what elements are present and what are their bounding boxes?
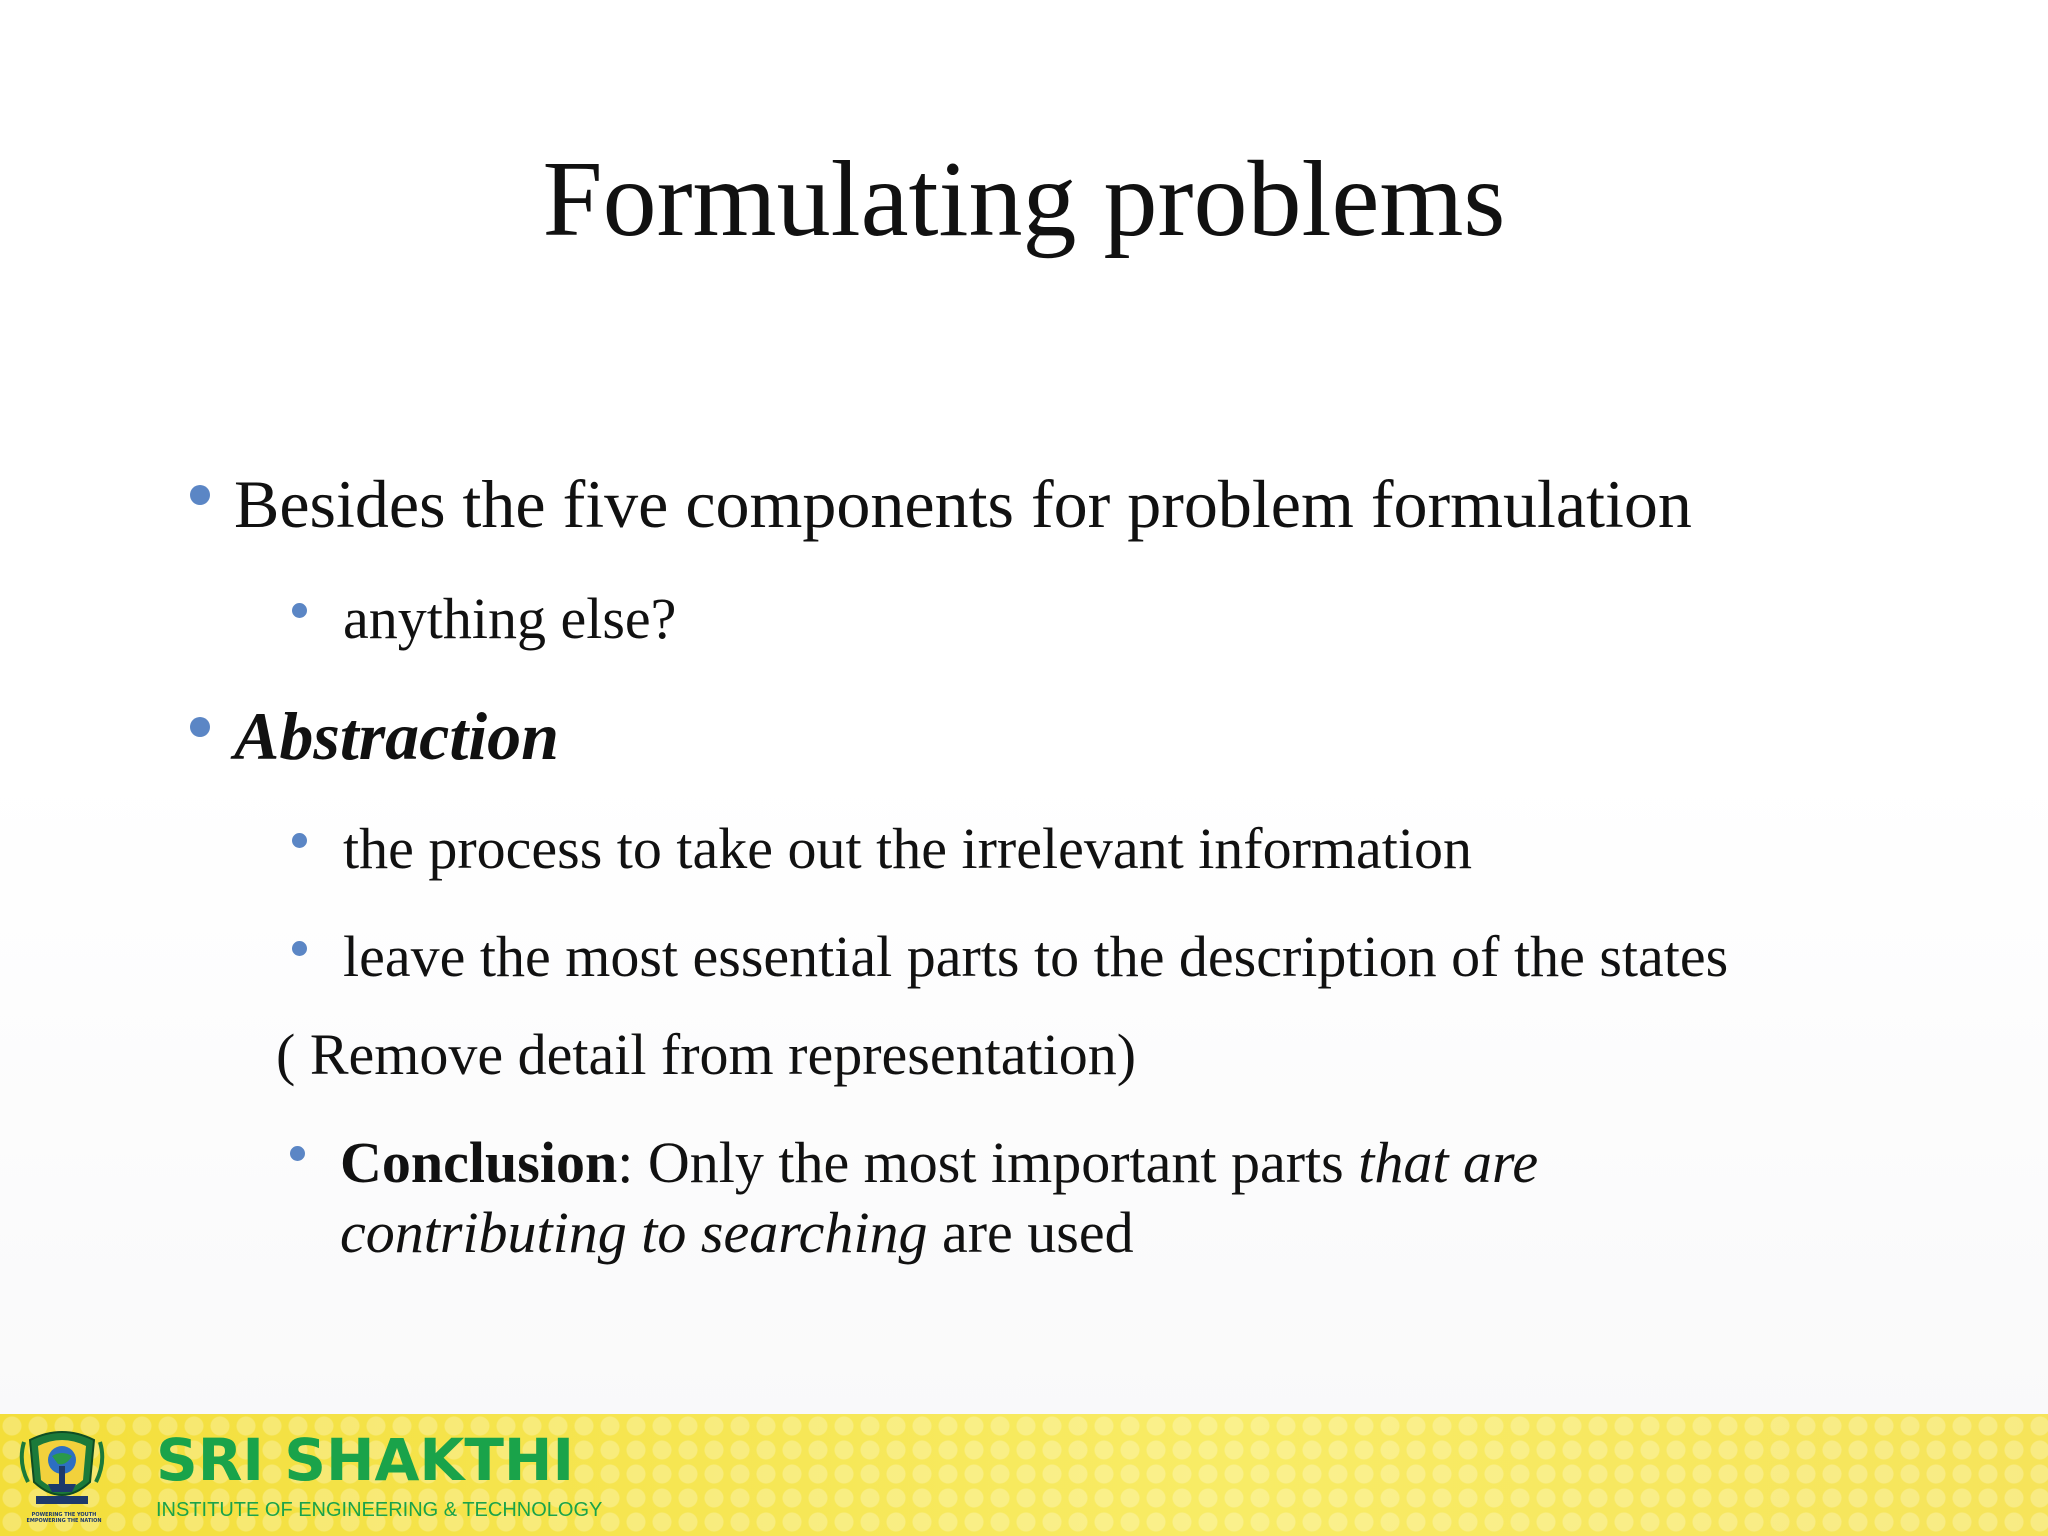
logo-caption-line-2: EMPOWERING THE NATION [26,1518,102,1524]
bullet-besides [190,464,1692,544]
logo-caption [16,1512,112,1524]
bullet-dot-icon [190,717,210,737]
bullet-dot-icon [290,1146,305,1161]
subbullet-process [292,814,1472,884]
subbullet-leave [292,922,1728,992]
subbullet-conclusion [284,1128,1684,1268]
conclusion-label: Conclusion [340,1130,618,1195]
bullet-dot-icon [292,941,307,956]
conclusion-text [340,1128,1640,1268]
conclusion-text-2: are used [927,1200,1134,1265]
bullet-dot-icon [292,603,307,618]
brand-subtitle: INSTITUTE OF ENGINEERING & TECHNOLOGY [156,1499,603,1521]
conclusion-text-1: Only the most important parts [647,1130,1359,1195]
subbullet-text: leave the most essential parts to the description of the states [343,924,1729,989]
subbullet-text: anything else? [343,586,677,651]
bullet-dot-icon [292,833,307,848]
brand-name: SRI SHAKTHI [156,1426,575,1494]
bullet-dot-icon [190,485,210,505]
conclusion-italic: that are contributing to searching [340,1130,1539,1265]
bullet-text: Besides the five components for problem formulation [234,466,1692,542]
footer-bar [0,1414,2048,1536]
slide-title: Formulating problems [542,140,1506,259]
bullet-abstraction [190,696,559,776]
subbullet-text: the process to take out the irrelevant information [343,816,1473,881]
institute-logo-icon [18,1422,106,1526]
subbullet-anything-else [292,584,676,654]
logo-caption-line-1: POWERING THE YOUTH [31,1512,97,1518]
conclusion-colon: : [617,1130,648,1195]
bullet-text: Abstraction [234,698,559,774]
remove-detail-note: ( Remove detail from representation) [276,1022,1137,1087]
